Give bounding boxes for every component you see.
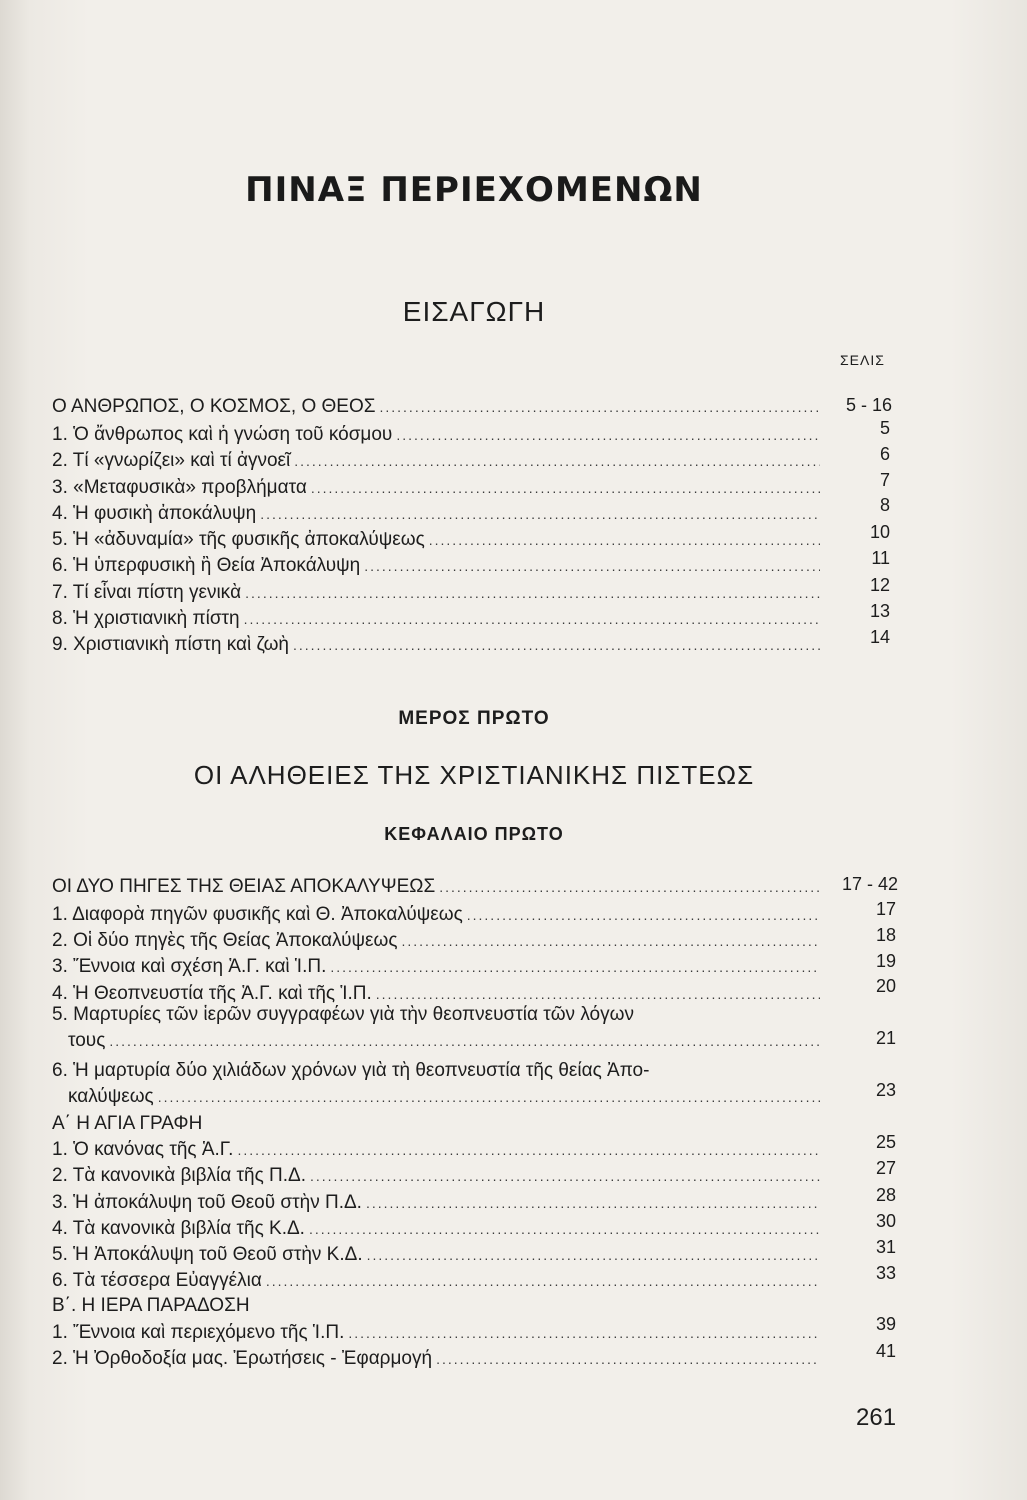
leader-dots bbox=[309, 1221, 820, 1237]
toc-entry bbox=[52, 529, 824, 551]
leader-dots bbox=[260, 506, 820, 522]
toc-subsection-title: Β΄. Η ΙΕΡΑ ΠΑΡΑΔΟΣΗ bbox=[52, 1295, 250, 1316]
toc-entry-label: 1. Ἔννοια καὶ περιεχόμενο τῆς Ἱ.Π. bbox=[52, 1322, 345, 1343]
toc-entry bbox=[52, 904, 824, 926]
toc-entry-label: 2. Οἱ δύο πηγὲς τῆς Θείας Ἀποκαλύψεως bbox=[52, 930, 398, 951]
toc-entry-label: 2. Ἡ Ὀρθοδοξία μας. Ἐρωτήσεις - Ἐφαρμογή bbox=[52, 1348, 433, 1369]
toc-entry-page: 18 bbox=[875, 925, 896, 945]
toc-entry-label: 1. Διαφορὰ πηγῶν φυσικῆς καὶ Θ. Ἀποκαλύψεως bbox=[52, 904, 463, 925]
leader-dots bbox=[245, 585, 820, 601]
toc-entry-page: 20 bbox=[875, 976, 896, 996]
toc-entry-label: 4. Τὰ κανονικὰ βιβλία τῆς Κ.Δ. bbox=[52, 1218, 305, 1239]
toc-entry bbox=[52, 477, 824, 499]
toc-entry bbox=[52, 582, 824, 604]
toc-entry-label: 5. Ἡ «ἀδυναμία» τῆς φυσικῆς ἀποκαλύψεως bbox=[52, 529, 425, 550]
leader-dots bbox=[244, 611, 820, 627]
toc-entry bbox=[52, 1244, 824, 1266]
toc-entry-page: 30 bbox=[875, 1211, 896, 1231]
toc-entry-wrapped bbox=[52, 1002, 832, 1054]
leader-dots bbox=[237, 1142, 820, 1158]
toc-entry-label-line2: καλύψεως bbox=[68, 1086, 154, 1107]
leader-dots bbox=[348, 1325, 820, 1341]
toc-section-pages: 5 - 16 bbox=[845, 395, 892, 415]
toc-entry bbox=[52, 1139, 824, 1161]
toc-section-title: Ο ΑΝΘΡΩΠΟΣ, Ο ΚΟΣΜΟΣ, Ο ΘΕΟΣ bbox=[52, 396, 376, 417]
pages-column-label: ΣΕΛΙΣ bbox=[840, 352, 885, 368]
leader-dots bbox=[364, 558, 820, 574]
toc-section-title: ΟΙ ΔΥΟ ΠΗΓΕΣ ΤΗΣ ΘΕΙΑΣ ΑΠΟΚΑΛΥΨΕΩΣ bbox=[52, 876, 436, 897]
leader-dots bbox=[429, 532, 820, 548]
leader-dots bbox=[467, 907, 820, 923]
toc-entry-label: 3. Ἡ ἀποκάλυψη τοῦ Θεοῦ στὴν Π.Δ. bbox=[52, 1192, 362, 1213]
toc-entry bbox=[52, 1218, 824, 1240]
toc-entry-label: 2. Τί «γνωρίζει» καὶ τί ἀγνοεῖ bbox=[52, 450, 291, 471]
toc-entry bbox=[52, 1192, 824, 1214]
toc-entry bbox=[52, 956, 824, 978]
leader-dots bbox=[396, 427, 820, 443]
toc-entry-page: 31 bbox=[875, 1237, 896, 1257]
toc-entry-page: 11 bbox=[871, 548, 890, 568]
toc-entry bbox=[52, 1270, 824, 1292]
toc-entry-label: 9. Χριστιανικὴ πίστη καὶ ζωὴ bbox=[52, 634, 289, 655]
toc-entry-label: 5. Ἡ Ἀποκάλυψη τοῦ Θεοῦ στὴν Κ.Δ. bbox=[52, 1244, 363, 1265]
toc-section-intro bbox=[52, 396, 824, 418]
toc-entry-label: 1. Ὁ ἄνθρωπος καὶ ἡ γνώση τοῦ κόσμου bbox=[52, 424, 393, 445]
leader-dots bbox=[376, 986, 820, 1002]
toc-entry bbox=[52, 1348, 824, 1370]
part-subtitle: ΟΙ ΑΛΗΘΕΙΕΣ ΤΗΣ ΧΡΙΣΤΙΑΝΙΚΗΣ ΠΙΣΤΕΩΣ bbox=[193, 760, 755, 790]
leader-dots bbox=[366, 1195, 820, 1211]
leader-dots bbox=[293, 637, 820, 653]
toc-entry-page: 6 bbox=[879, 444, 890, 464]
toc-entry bbox=[52, 555, 824, 577]
toc-subsection-title: Α΄ Η ΑΓΙΑ ΓΡΑΦΗ bbox=[52, 1113, 203, 1134]
leader-dots bbox=[436, 1351, 820, 1367]
toc-entry bbox=[52, 930, 824, 952]
leader-dots bbox=[310, 1168, 820, 1184]
toc-entry-label: 3. Ἔννοια καὶ σχέση Ἁ.Γ. καὶ Ἱ.Π. bbox=[52, 956, 327, 977]
leader-dots bbox=[158, 1084, 820, 1110]
toc-entry-label: 2. Τὰ κανονικὰ βιβλία τῆς Π.Δ. bbox=[52, 1165, 306, 1186]
toc-entry-page: 28 bbox=[875, 1185, 896, 1205]
leader-dots bbox=[294, 453, 820, 469]
toc-entry-label-line1: 6. Ἡ μαρτυρία δύο χιλιάδων χρόνων γιὰ τὴ θεοπνευστία τῆς θείας Ἀπο- bbox=[52, 1060, 650, 1081]
toc-entry-page: 25 bbox=[875, 1132, 896, 1152]
toc-entry-page: 19 bbox=[875, 951, 896, 971]
toc-entry bbox=[52, 424, 824, 446]
toc-entry bbox=[52, 608, 824, 630]
toc-entry-continuation bbox=[52, 1084, 824, 1110]
toc-entry-label: 6. Τὰ τέσσερα Εὐαγγέλια bbox=[52, 1270, 262, 1291]
toc-entry-label: 4. Ἡ φυσικὴ ἀποκάλυψη bbox=[52, 503, 257, 524]
leader-dots bbox=[109, 1028, 820, 1054]
toc-entry-page: 7 bbox=[879, 470, 890, 490]
toc-entry-label: 4. Ἡ Θεοπνευστία τῆς Ἁ.Γ. καὶ τῆς Ἱ.Π. bbox=[52, 983, 372, 1004]
intro-heading: ΕΙΣΑΓΩΓΗ bbox=[402, 296, 546, 327]
toc-section-chapter bbox=[52, 876, 824, 898]
toc-entry-wrapped bbox=[52, 1058, 832, 1110]
toc-entry-page: 33 bbox=[875, 1263, 896, 1283]
page-title: ΠΙΝΑΞ ΠΕΡΙΕΧΟΜΕΝΩΝ bbox=[245, 170, 703, 210]
toc-entry bbox=[52, 450, 824, 472]
toc-entry-label: 1. Ὁ κανόνας τῆς Ἁ.Γ. bbox=[52, 1139, 234, 1160]
toc-entry bbox=[52, 503, 824, 525]
toc-entry-page: 14 bbox=[869, 627, 890, 647]
toc-entry-page: 39 bbox=[875, 1314, 896, 1334]
chapter-title: ΚΕΦΑΛΑΙΟ ΠΡΩΤΟ bbox=[384, 824, 564, 844]
toc-entry-page: 13 bbox=[869, 601, 890, 621]
toc-entry-page: 23 bbox=[875, 1080, 896, 1100]
leader-dots bbox=[401, 933, 820, 949]
toc-entry-label-line2: τους bbox=[68, 1030, 106, 1051]
toc-entry bbox=[52, 634, 824, 656]
toc-entry-label: 7. Τί εἶναι πίστη γενικὰ bbox=[52, 582, 242, 603]
toc-entry-label: 6. Ἡ ὑπερφυσικὴ ἢ Θεία Ἀποκάλυψη bbox=[52, 555, 361, 576]
page-number: 261 bbox=[856, 1404, 897, 1431]
leader-dots bbox=[367, 1247, 820, 1263]
toc-entry bbox=[52, 1165, 824, 1187]
leader-dots bbox=[439, 879, 820, 895]
toc-entry-continuation bbox=[52, 1028, 824, 1054]
toc-section-pages: 17 - 42 bbox=[841, 874, 898, 894]
toc-entry-page: 41 bbox=[875, 1341, 896, 1361]
leader-dots bbox=[330, 959, 820, 975]
toc-entry-page: 21 bbox=[875, 1028, 896, 1048]
toc-entry-page: 27 bbox=[875, 1158, 896, 1178]
leader-dots bbox=[266, 1273, 820, 1289]
toc-entry-page: 12 bbox=[869, 575, 890, 595]
toc-entry-page: 10 bbox=[869, 522, 890, 542]
leader-dots bbox=[311, 480, 820, 496]
toc-entry bbox=[52, 1322, 824, 1344]
toc-entry-label-line1: 5. Μαρτυρίες τῶν ἱερῶν συγγραφέων γιὰ τὴν θεοπνευστία τῶν λόγων bbox=[52, 1004, 634, 1025]
toc-entry-label: 3. «Μεταφυσικὰ» προβλήματα bbox=[52, 477, 307, 498]
toc-entry-page: 5 bbox=[879, 418, 890, 438]
leader-dots bbox=[379, 399, 820, 415]
toc-entry-page: 8 bbox=[879, 495, 890, 515]
toc-entry-label: 8. Ἡ χριστιανικὴ πίστη bbox=[52, 608, 240, 629]
part-title: ΜΕΡΟΣ ΠΡΩΤΟ bbox=[398, 708, 550, 729]
toc-entry-page: 17 bbox=[875, 899, 896, 919]
